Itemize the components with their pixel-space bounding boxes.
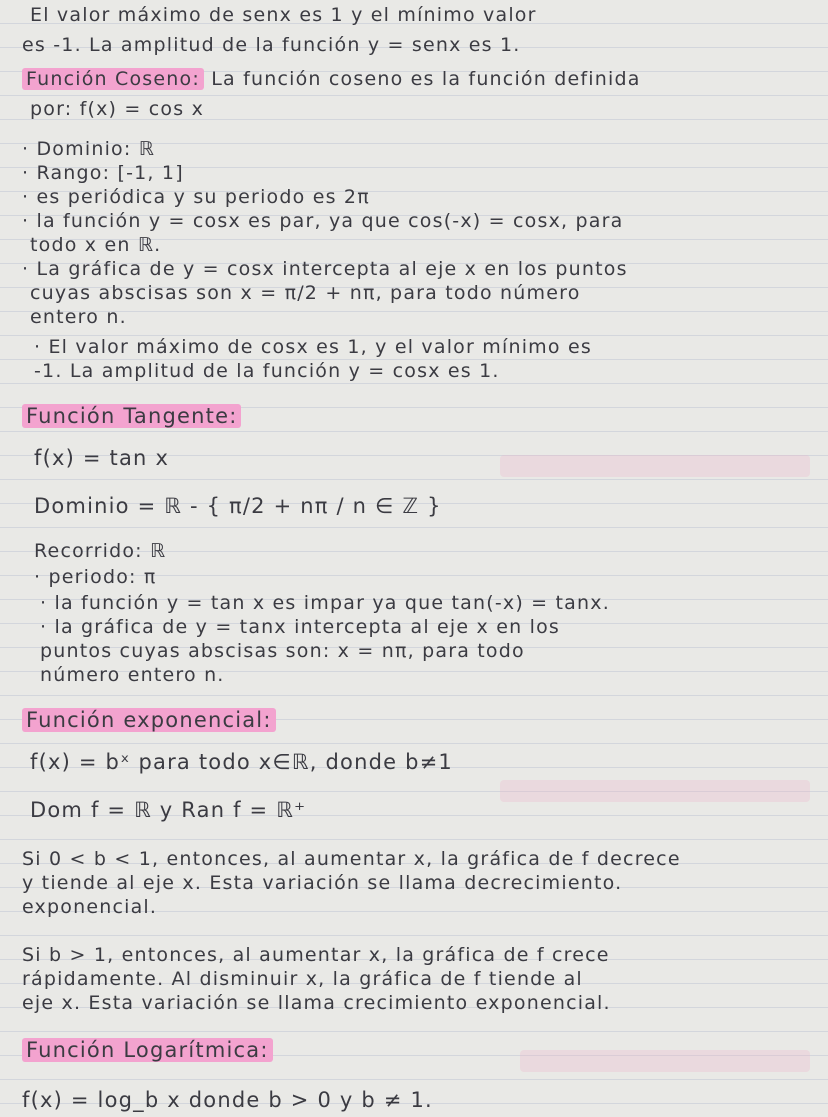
ink-bleed — [500, 455, 810, 477]
text-line: f(x) = log_b x donde b > 0 y b ≠ 1. — [22, 1088, 433, 1112]
text-line: eje x. Esta variación se llama crecimiento exponencial. — [22, 992, 611, 1014]
text-line — [22, 708, 276, 732]
text-line: Dom f = ℝ y Ran f = ℝ⁺ — [30, 798, 307, 822]
text-line: todo x en ℝ. — [30, 234, 162, 256]
heading-coseno: Función Coseno: — [22, 68, 204, 90]
text-line: · La gráfica de y = cosx intercepta al eje x en los puntos — [22, 258, 628, 280]
text-line: · la función y = cosx es par, ya que cos(-x) = cosx, para — [22, 210, 624, 232]
text-line — [22, 68, 641, 90]
text-line — [22, 1038, 273, 1062]
text-line: rápidamente. Al disminuir x, la gráfica de f tiende al — [22, 968, 583, 990]
text-line: · la función y = tan x es impar ya que tan(-x) = tanx. — [40, 592, 610, 614]
text-line: Dominio = ℝ - { π/2 + nπ / n ∈ ℤ } — [34, 494, 442, 518]
text: La función coseno es la función definida — [211, 68, 641, 90]
ink-bleed — [520, 1050, 810, 1072]
text-line: Si b > 1, entonces, al aumentar x, la gráfica de f crece — [22, 944, 610, 966]
text-line: · es periódica y su periodo es 2π — [22, 186, 370, 208]
text-line: f(x) = bˣ para todo x∈ℝ, donde b≠1 — [30, 750, 453, 774]
text-line: · periodo: π — [34, 566, 157, 588]
text-line: número entero n. — [40, 664, 225, 686]
text-line: El valor máximo de senx es 1 y el mínimo valor — [30, 4, 537, 26]
text-line: exponencial. — [22, 896, 158, 918]
text-line: cuyas abscisas son x = π/2 + nπ, para todo número — [30, 282, 581, 304]
text-line: · Dominio: ℝ — [22, 138, 155, 160]
text-line: · Rango: [-1, 1] — [22, 162, 184, 184]
heading-exponencial: Función exponencial: — [22, 708, 276, 732]
text-line — [22, 404, 241, 428]
text-line: es -1. La amplitud de la función y = senx es 1. — [22, 34, 521, 56]
text-line: f(x) = tan x — [34, 446, 170, 470]
text-line: · El valor máximo de cosx es 1, y el valor mínimo es — [34, 336, 592, 358]
heading-logaritmica: Función Logarítmica: — [22, 1038, 273, 1062]
text-line: Si 0 < b < 1, entonces, al aumentar x, la gráfica de f decrece — [22, 848, 681, 870]
text-line: y tiende al eje x. Esta variación se llama decrecimiento. — [22, 872, 623, 894]
text-line: por: f(x) = cos x — [30, 98, 205, 120]
text-line: entero n. — [30, 306, 127, 328]
text-line: -1. La amplitud de la función y = cosx es 1. — [34, 360, 500, 382]
ink-bleed — [500, 780, 810, 802]
text-line: Recorrido: ℝ — [34, 540, 167, 562]
heading-tangente: Función Tangente: — [22, 404, 241, 428]
text-line: · la gráfica de y = tanx intercepta al eje x en los — [40, 616, 561, 638]
text-line: puntos cuyas abscisas son: x = nπ, para todo — [40, 640, 525, 662]
